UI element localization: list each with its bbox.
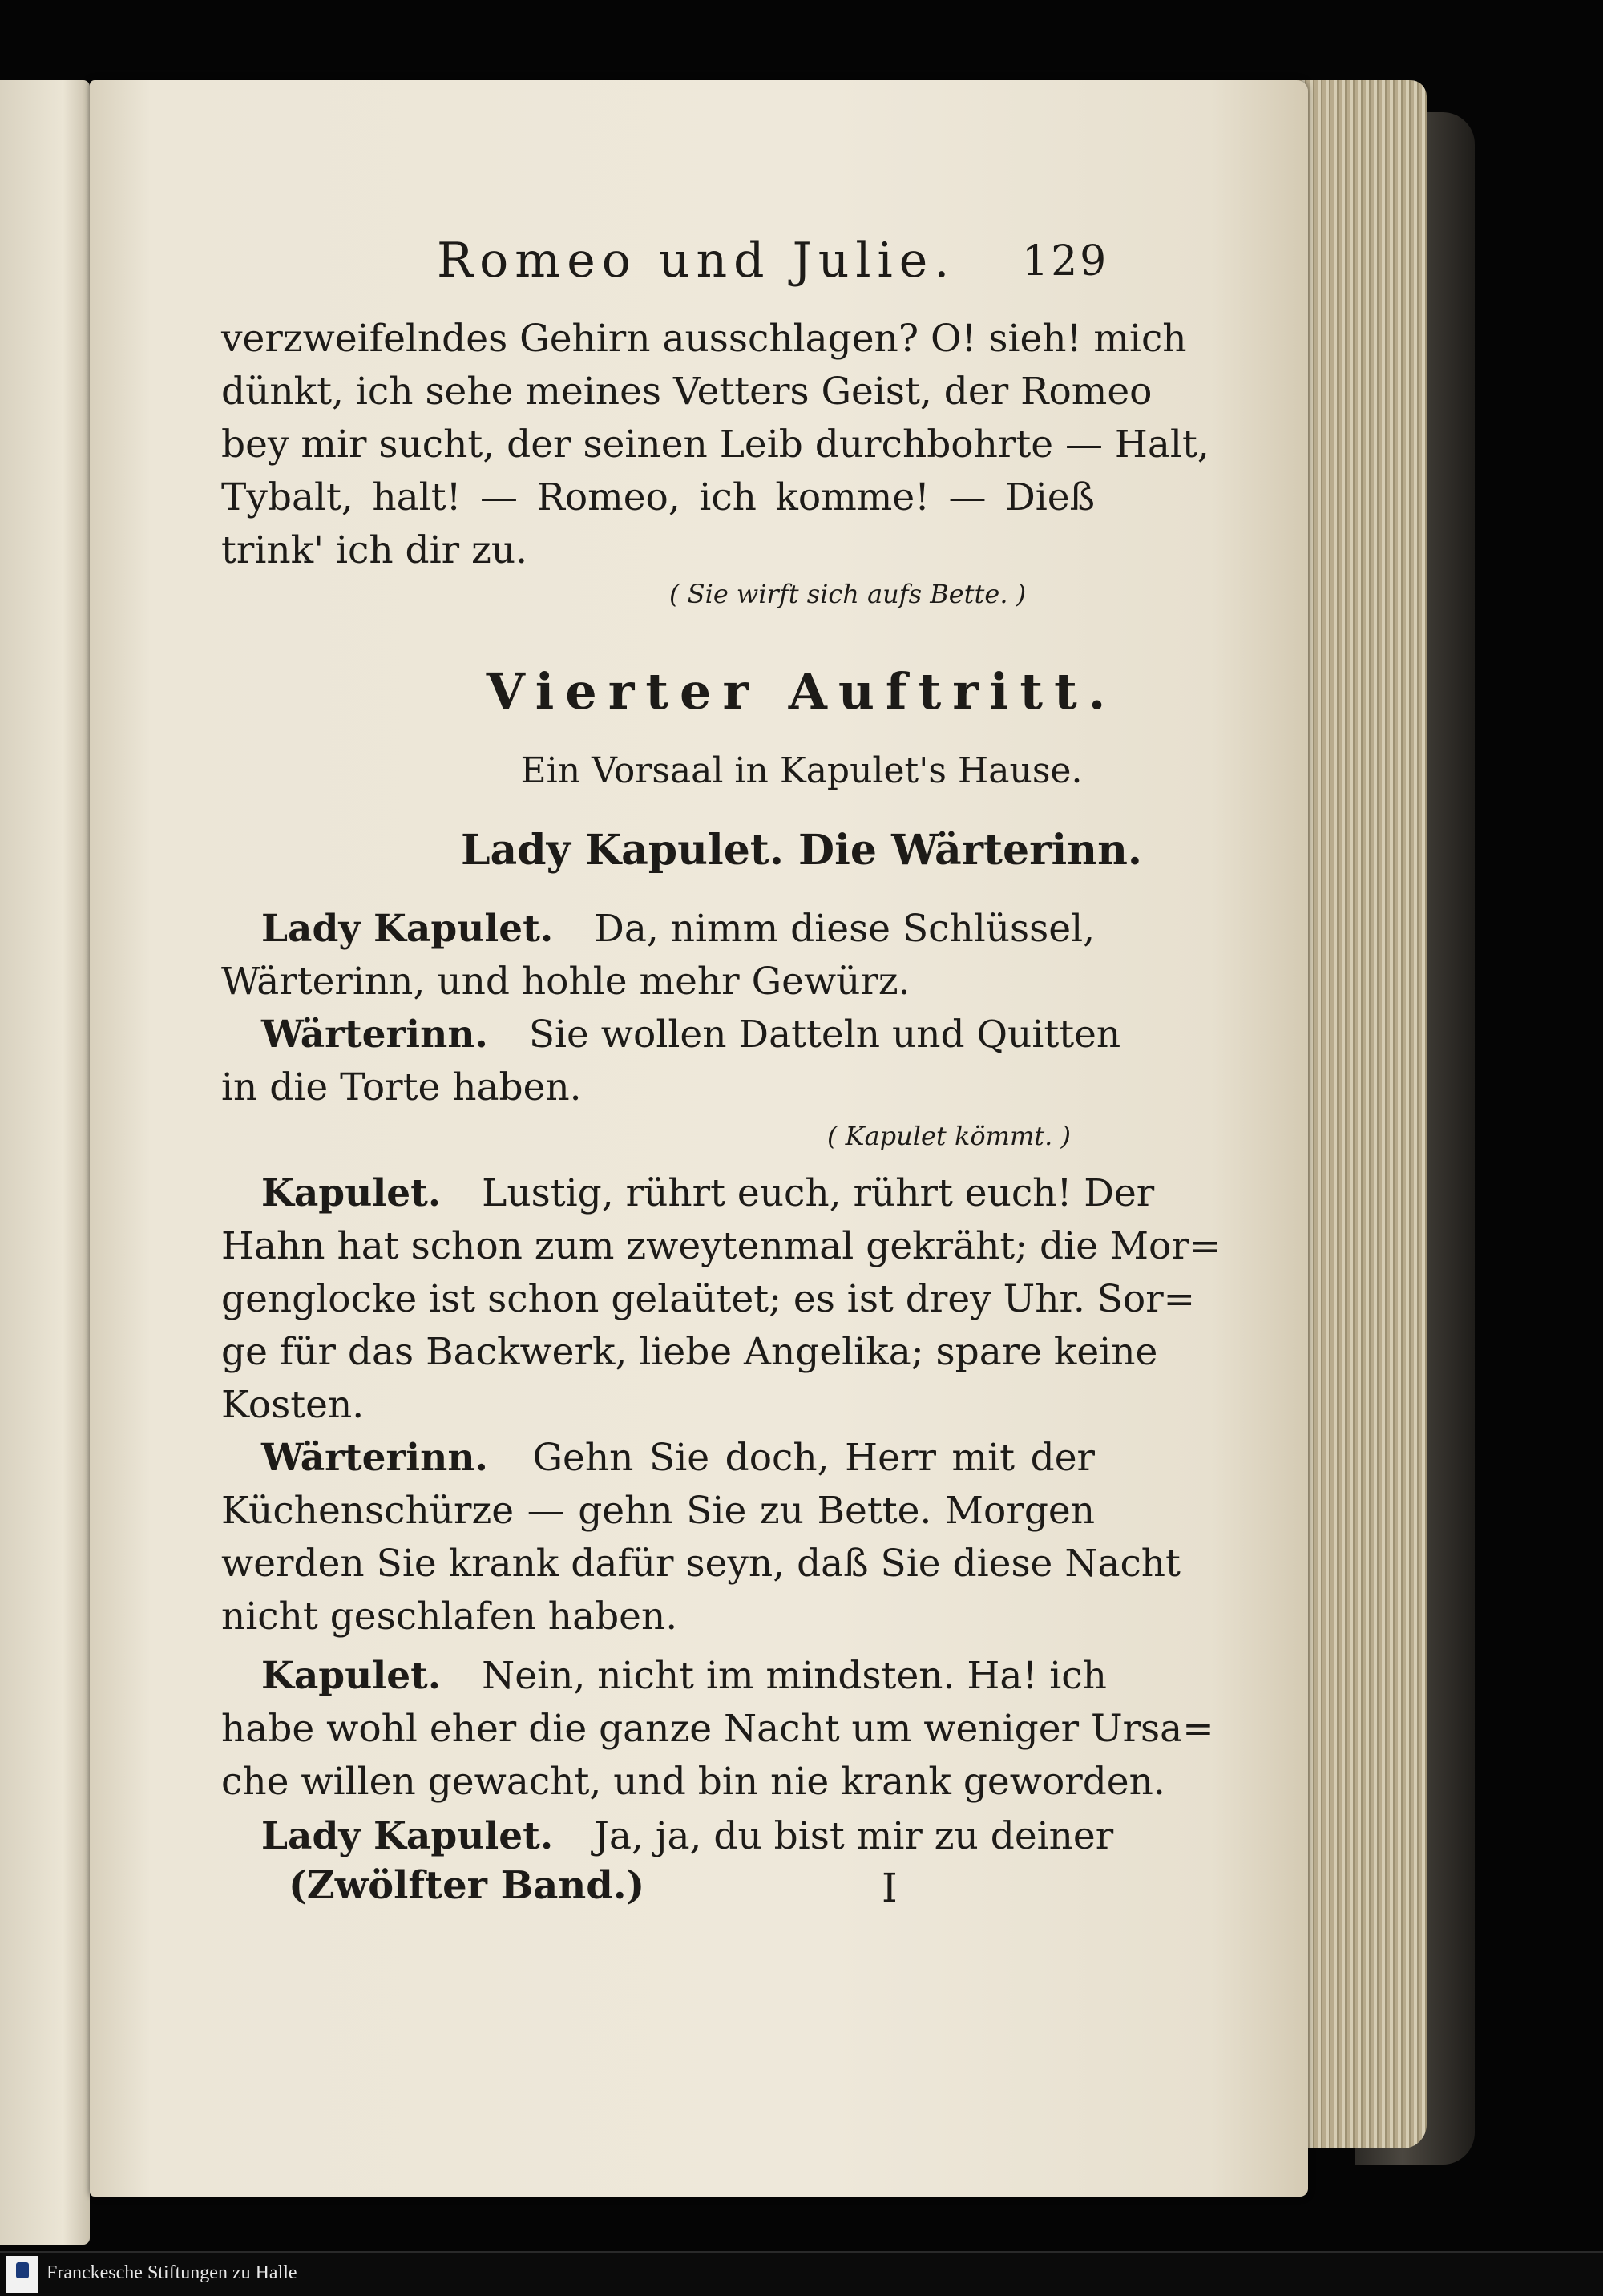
speech-first-line [221, 1650, 1107, 1703]
text-line: dünkt, ich sehe meines Vetters Geist, der Romeo [221, 370, 1153, 414]
speech-kapulet-2 [221, 1650, 1214, 1809]
page-edges [1298, 80, 1427, 2148]
text-line: Wärterinn, und hohle mehr Gewürz. [221, 960, 911, 1004]
scene-title: Vierter Auftritt. [486, 662, 1117, 721]
stage-direction: ( Sie wirft sich aufs Bette. ) [669, 579, 1027, 609]
speech-kapulet-1 [221, 1167, 1221, 1432]
speaker-label: Wärterinn. [261, 1436, 488, 1480]
text-line: in die Torte haben. [221, 1065, 582, 1110]
text-line: verzweifelndes Gehirn ausschlagen? O! sieh! mich [221, 317, 1187, 361]
scene-characters: Lady Kapulet. Die Wärterinn. [460, 826, 1143, 875]
text-line: nicht geschlafen haben. [221, 1595, 678, 1639]
speech-first-line [221, 903, 1095, 956]
text-line: trink' ich dir zu. [221, 528, 528, 572]
paragraph-1 [221, 313, 1209, 577]
speech-text: Sie wollen Datteln und Quitten [528, 1013, 1121, 1057]
speech-lady-kapulet-2 [221, 1810, 1114, 1863]
text-line: ge für das Backwerk, liebe Angelika; spare keine [221, 1330, 1158, 1374]
speaker-label: Lady Kapulet. [261, 1814, 554, 1858]
speaker-label: Kapulet. [261, 1654, 442, 1698]
page-number: 129 [1022, 237, 1109, 285]
text-line: Kosten. [221, 1383, 365, 1427]
speech-first-line [221, 1167, 1155, 1220]
text-line: che willen gewacht, und bin nie krank geworden. [221, 1760, 1165, 1804]
speech-text: Ja, ja, du bist mir zu deiner [594, 1814, 1114, 1858]
speech-text: Nein, nicht im mindsten. Ha! ich [482, 1654, 1107, 1698]
running-head: Romeo und Julie. [437, 232, 956, 289]
volume-label: (Zwölfter Band.) [289, 1863, 645, 1908]
left-page-edge [0, 80, 90, 2245]
speaker-label: Wärterinn. [261, 1013, 488, 1057]
scene-place: Ein Vorsaal in Kapulet's Hause. [520, 750, 1083, 791]
signature-mark: I [882, 1865, 898, 1911]
text-line: bey mir sucht, der seinen Leib durchbohrte — Halt, [221, 422, 1209, 467]
speech-lady-kapulet-1 [221, 903, 1095, 1009]
speech-first-line [221, 1432, 1095, 1485]
text-line: werden Sie krank dafür seyn, daß Sie diese Nacht [221, 1542, 1181, 1586]
footer-bar [0, 2251, 1603, 2296]
text-line: Tybalt, halt! — Romeo, ich komme! — Dieß [221, 475, 1095, 519]
speech-first-line [221, 1009, 1121, 1061]
speaker-label: Kapulet. [261, 1171, 442, 1215]
speech-nurse-2 [221, 1432, 1181, 1643]
text-line: Küchenschürze — gehn Sie zu Bette. Morgen [221, 1489, 1095, 1533]
institution-name: Franckesche Stiftungen zu Halle [46, 2262, 297, 2283]
institution-logo-icon [6, 2256, 38, 2293]
speech-text: Gehn Sie doch, Herr mit der [532, 1436, 1095, 1480]
speech-first-line [221, 1810, 1114, 1863]
speaker-label: Lady Kapulet. [261, 907, 554, 951]
speech-text: Lustig, rührt euch, rührt euch! Der [482, 1171, 1155, 1215]
speech-nurse-1 [221, 1009, 1121, 1114]
text-line: genglocke ist schon gelaütet; es ist drey Uhr. Sor= [221, 1277, 1196, 1321]
text-line: Hahn hat schon zum zweytenmal gekräht; die Mor= [221, 1224, 1221, 1268]
stage-direction: ( Kapulet kömmt. ) [827, 1121, 1071, 1151]
text-line: habe wohl eher die ganze Nacht um weniger Ursa= [221, 1707, 1214, 1751]
speech-text: Da, nimm diese Schlüssel, [594, 907, 1096, 951]
